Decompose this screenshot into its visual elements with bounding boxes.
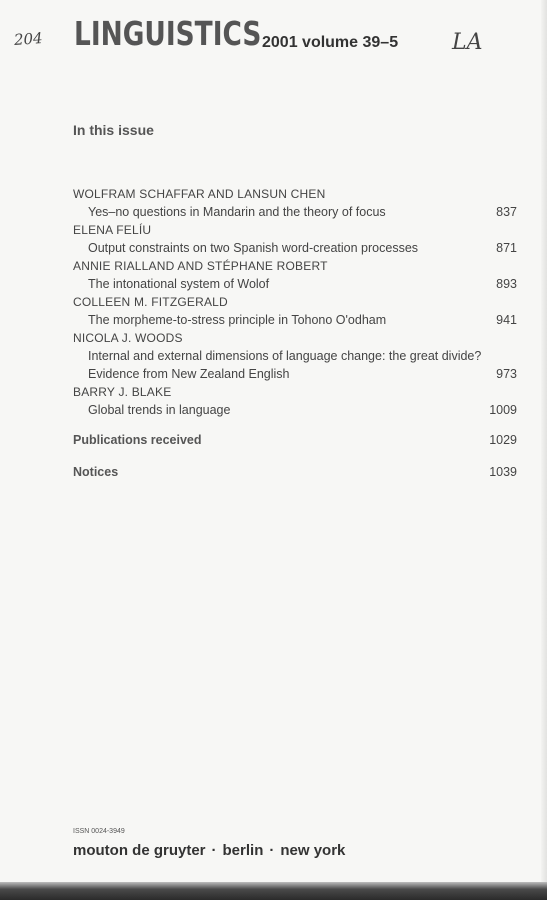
section-heading: In this issue — [73, 122, 154, 138]
toc-page-number: 973 — [496, 367, 517, 381]
toc-entry — [73, 221, 517, 257]
publisher-city-berlin: berlin — [222, 842, 264, 859]
publications-received-label: Publications received — [73, 433, 202, 447]
notices-page: 1039 — [489, 465, 517, 479]
handwritten-note-left: 204 — [13, 29, 44, 49]
toc-entry — [73, 383, 517, 419]
toc-author: NICOLA J. WOODS — [73, 331, 183, 345]
toc-article-title: Internal and external dimensions of language change: the great divide? Evidence from New Zealand English — [88, 349, 482, 381]
toc-page-number: 837 — [496, 205, 517, 219]
toc-article-title: Global trends in language — [88, 403, 231, 417]
toc-page-number: 893 — [496, 277, 517, 291]
handwritten-note-right: LA — [452, 30, 483, 55]
toc-author: WOLFRAM SCHAFFAR AND LANSUN CHEN — [73, 187, 326, 201]
scan-bottom-edge — [0, 882, 547, 900]
toc-article-title: The morpheme-to-stress principle in Tohono O'odham — [88, 313, 387, 327]
toc-author: COLLEEN M. FITZGERALD — [73, 295, 228, 309]
toc-page-number: 871 — [496, 241, 517, 255]
separator-dot: · — [269, 842, 275, 859]
publications-received-entry — [73, 433, 517, 447]
toc-author: BARRY J. BLAKE — [73, 385, 172, 399]
toc-author: ANNIE RIALLAND AND STÉPHANE ROBERT — [73, 259, 328, 273]
toc-entry — [73, 293, 517, 329]
issn-number: ISSN 0024-3949 — [73, 828, 125, 835]
toc-article-title: The intonational system of Wolof — [88, 277, 270, 291]
toc-article-title: Output constraints on two Spanish word-creation processes — [88, 241, 419, 255]
toc-entry — [73, 329, 517, 383]
publisher-city-new-york: new york — [280, 842, 346, 859]
separator-dot: · — [211, 842, 217, 859]
toc-author: ELENA FELÍU — [73, 223, 152, 237]
issue-info: 2001 volume 39–5 — [262, 34, 399, 51]
toc-entry — [73, 257, 517, 293]
notices-entry — [73, 465, 517, 479]
table-of-contents — [73, 185, 517, 419]
publisher-line — [73, 842, 345, 859]
journal-title: LINGUISTICS — [74, 14, 262, 53]
notices-label: Notices — [73, 465, 119, 479]
toc-page-number: 941 — [496, 313, 517, 327]
toc-page-number: 1009 — [489, 403, 517, 417]
publications-received-page: 1029 — [489, 433, 517, 447]
toc-article-title: Yes–no questions in Mandarin and the theory of focus — [88, 205, 386, 219]
page-edge-shadow — [541, 0, 547, 882]
toc-entry — [73, 185, 517, 221]
publisher-name: mouton de gruyter — [73, 842, 206, 859]
